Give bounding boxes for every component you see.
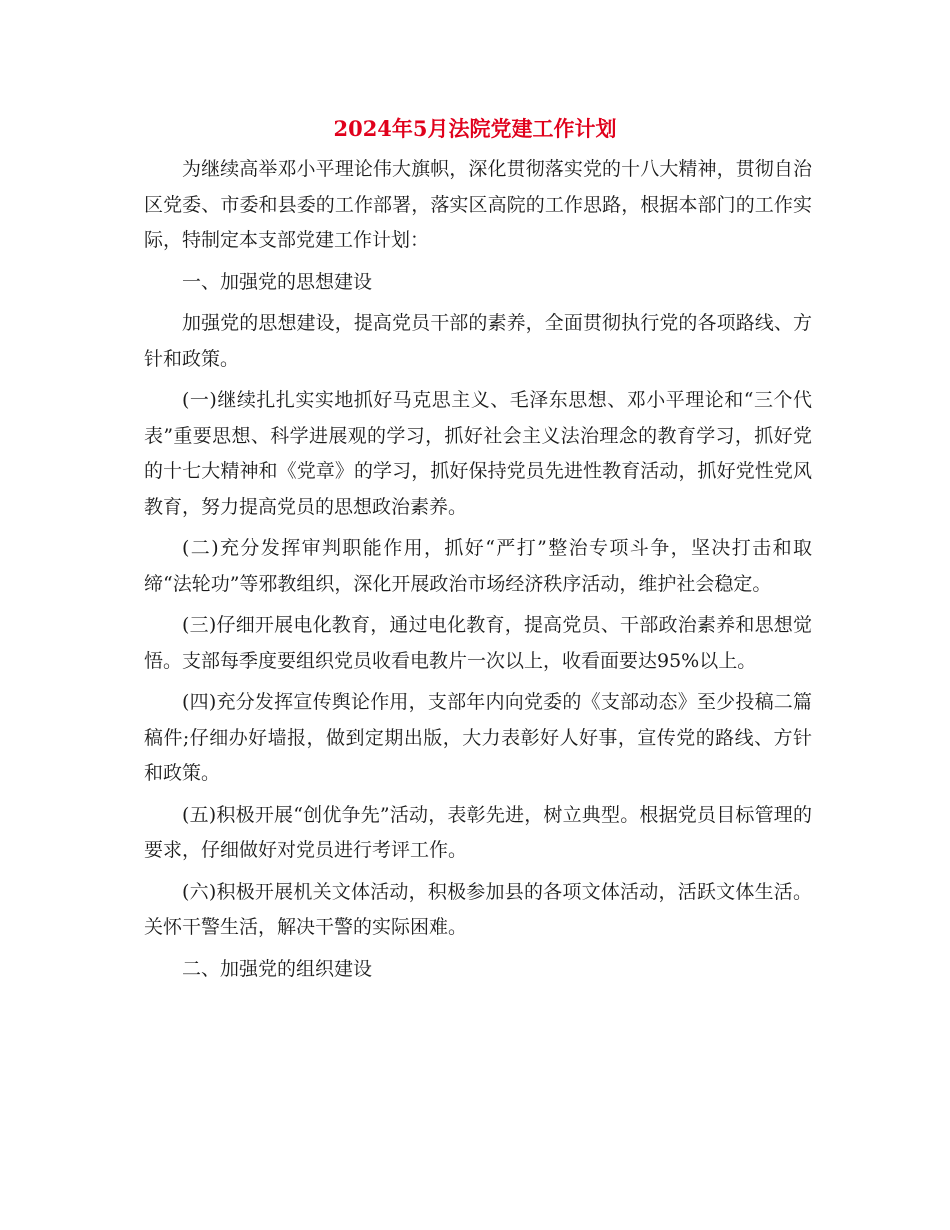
document-title: 2024年5月法院党建工作计划 [333,116,617,141]
paragraph-item-1: (一)继续扎扎实实地抓好马克思主义、毛泽东思想、邓小平理论和“三个代表”重要思想、科学进展观的学习，抓好社会主义法治理念的教育学习，抓好党的十七大精神和《党章》的学习，抓好保持党员先进性教育活动，抓好党性党风教育，努力提高党员的思想政治素养。 [144,389,812,518]
section-heading-2: 二、加强党的组织建设 [182,957,373,980]
paragraph-item-3: (三)仔细开展电化教育，通过电化教育，提高党员、干部政治素养和思想觉悟。支部每季度要组织党员收看电教片一次以上，收看面要达95%以上。 [144,614,812,672]
paragraph-item-5: (五)积极开展“创优争先”活动，表彰先进，树立典型。根据党员目标管理的要求，仔细做好对党员进行考评工作。 [144,803,812,861]
paragraph-section-1-summary: 加强党的思想建设，提高党员干部的素养，全面贯彻执行党的各项路线、方针和政策。 [144,312,812,370]
paragraph-item-4: (四)充分发挥宣传舆论作用，支部年内向党委的《支部动态》至少投稿二篇稿件;仔细办好墙报，做到定期出版，大力表彰好人好事，宣传党的路线、方针和政策。 [144,691,812,784]
document-body [144,152,812,993]
paragraph-intro: 为继续高举邓小平理论伟大旗帜，深化贯彻落实党的十八大精神，贯彻自治区党委、市委和县委的工作部署，落实区高院的工作思路，根据本部门的工作实际，特制定本支部党建工作计划： [144,158,812,251]
paragraph-item-6: (六)积极开展机关文体活动，积极参加县的各项文体活动，活跃文体生活。关怀干警生活，解决干警的实际困难。 [144,880,812,938]
section-heading-1: 一、加强党的思想建设 [182,270,373,293]
paragraph-item-2: (二)充分发挥审判职能作用，抓好“严打”整治专项斗争，坚决打击和取缔“法轮功”等邪教组织，深化开展政治市场经济秩序活动，维护社会稳定。 [144,537,812,595]
